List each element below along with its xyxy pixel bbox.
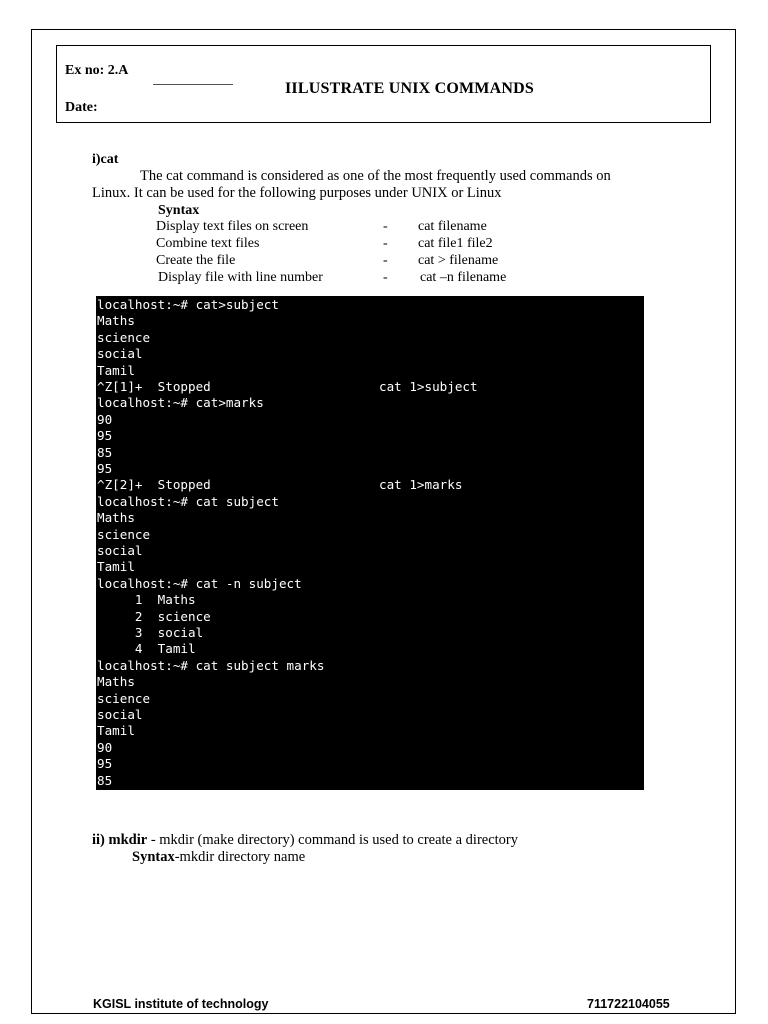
header-underline [153,84,233,85]
terminal-line-text: Tamil [97,723,135,739]
footer-register-number: 711722104055 [587,997,670,1011]
syntax-row-cmd: cat filename [418,219,487,234]
terminal-line-text: 90 [97,411,113,427]
terminal-line-text: localhost:~# cat -n subject [97,575,302,591]
terminal-line-text: 90 [97,739,113,755]
syntax-row-cmd: cat > filename [418,253,499,268]
syntax-row-desc: Display text files on screen [156,219,309,234]
terminal-line-text: ^Z[2]+ Stopped [97,477,211,493]
terminal-line-text: 3 social [97,625,204,640]
terminal-line [97,658,324,674]
terminal-line-text: Tamil [97,362,135,378]
terminal-line [97,445,112,461]
syntax-row-dash: - [383,253,388,268]
terminal-line [97,707,143,723]
terminal-line-text: ^Z[1]+ Stopped [97,379,211,394]
terminal-line-text: social [97,707,143,722]
terminal-line [97,592,196,608]
syntax-row-desc: Combine text files [156,236,260,251]
terminal-line [97,674,135,690]
terminal-line-text: 4 Tamil [97,641,196,657]
mkdir-description: - mkdir (make directory) command is used to create a directory [147,832,518,848]
terminal-line [97,609,211,625]
mkdir-command: mkdir [108,832,148,848]
section-heading-cat: i)cat [92,152,119,167]
terminal-line [97,494,279,510]
terminal-line [97,395,264,411]
syntax-row-cmd: cat file1 file2 [418,236,493,251]
terminal-line-text: Tamil [97,559,135,575]
terminal-line-text: science [97,329,151,345]
terminal-line-text: social [97,346,143,362]
section-heading-mkdir [92,832,518,849]
terminal-line-job: cat 1>marks [379,477,463,493]
terminal-line [97,412,112,428]
terminal-line [97,428,112,444]
cat-description-line1: The cat command is considered as one of the most frequently used commands on [140,168,611,184]
date-label: Date: [65,100,98,115]
terminal-line-text: science [97,526,151,542]
mkdir-syntax-label: Syntax [132,849,175,865]
terminal-line [97,723,135,739]
syntax-row-dash: - [383,236,388,251]
terminal-line [97,756,112,772]
terminal-line [97,543,143,559]
terminal-line-text: Maths [97,510,135,526]
mkdir-prefix: ii) [92,832,109,848]
terminal-line [97,527,150,543]
syntax-row-cmd: cat –n filename [420,270,507,285]
terminal-line [97,330,150,346]
terminal-line [97,313,135,329]
terminal-line [97,297,279,313]
terminal-line [97,510,135,526]
terminal-line-text: Maths [97,313,135,329]
terminal-line-text: localhost:~# cat>marks [97,395,264,411]
terminal-line [97,641,196,657]
syntax-row-desc: Create the file [156,253,236,268]
terminal-line-text: 2 science [97,608,211,624]
terminal-line-text: localhost:~# cat>subject [97,297,279,312]
terminal-line [97,625,203,641]
syntax-row-dash: - [383,219,388,234]
terminal-line-text: social [97,543,143,558]
syntax-row-desc: Display file with line number [158,270,323,285]
terminal-line-text: 85 [97,444,113,460]
terminal-line-text: 95 [97,461,113,476]
terminal-line [97,477,463,493]
terminal-line [97,773,112,789]
terminal-line-text: 85 [97,772,113,788]
mkdir-syntax-text: -mkdir directory name [174,849,306,865]
terminal-screenshot [96,296,644,790]
terminal-line-text: 95 [97,428,113,444]
footer-line [31,1013,736,1014]
terminal-line [97,691,150,707]
terminal-line [97,576,302,592]
syntax-label: Syntax [158,203,200,218]
terminal-line-text: localhost:~# cat subject [97,493,279,509]
terminal-line-text: Maths [97,674,135,690]
cat-description-line2: Linux. It can be used for the following purposes under UNIX or Linux [92,185,502,201]
terminal-line-text: 1 Maths [97,592,196,608]
terminal-line [97,346,143,362]
terminal-line-text: localhost:~# cat subject marks [97,657,325,673]
syntax-row-dash: - [383,270,388,285]
terminal-line-job: cat 1>subject [379,379,478,394]
terminal-line-text: 95 [97,756,113,772]
terminal-line [97,379,478,395]
footer-institute: KGISL institute of technology [93,997,269,1011]
terminal-line [97,559,135,575]
mkdir-syntax [132,849,305,866]
exercise-number: Ex no: 2.A [65,63,129,78]
terminal-line [97,740,112,756]
terminal-line [97,363,135,379]
terminal-line-text: science [97,690,151,706]
page-title: IILUSTRATE UNIX COMMANDS [285,80,534,97]
terminal-line [97,461,112,477]
